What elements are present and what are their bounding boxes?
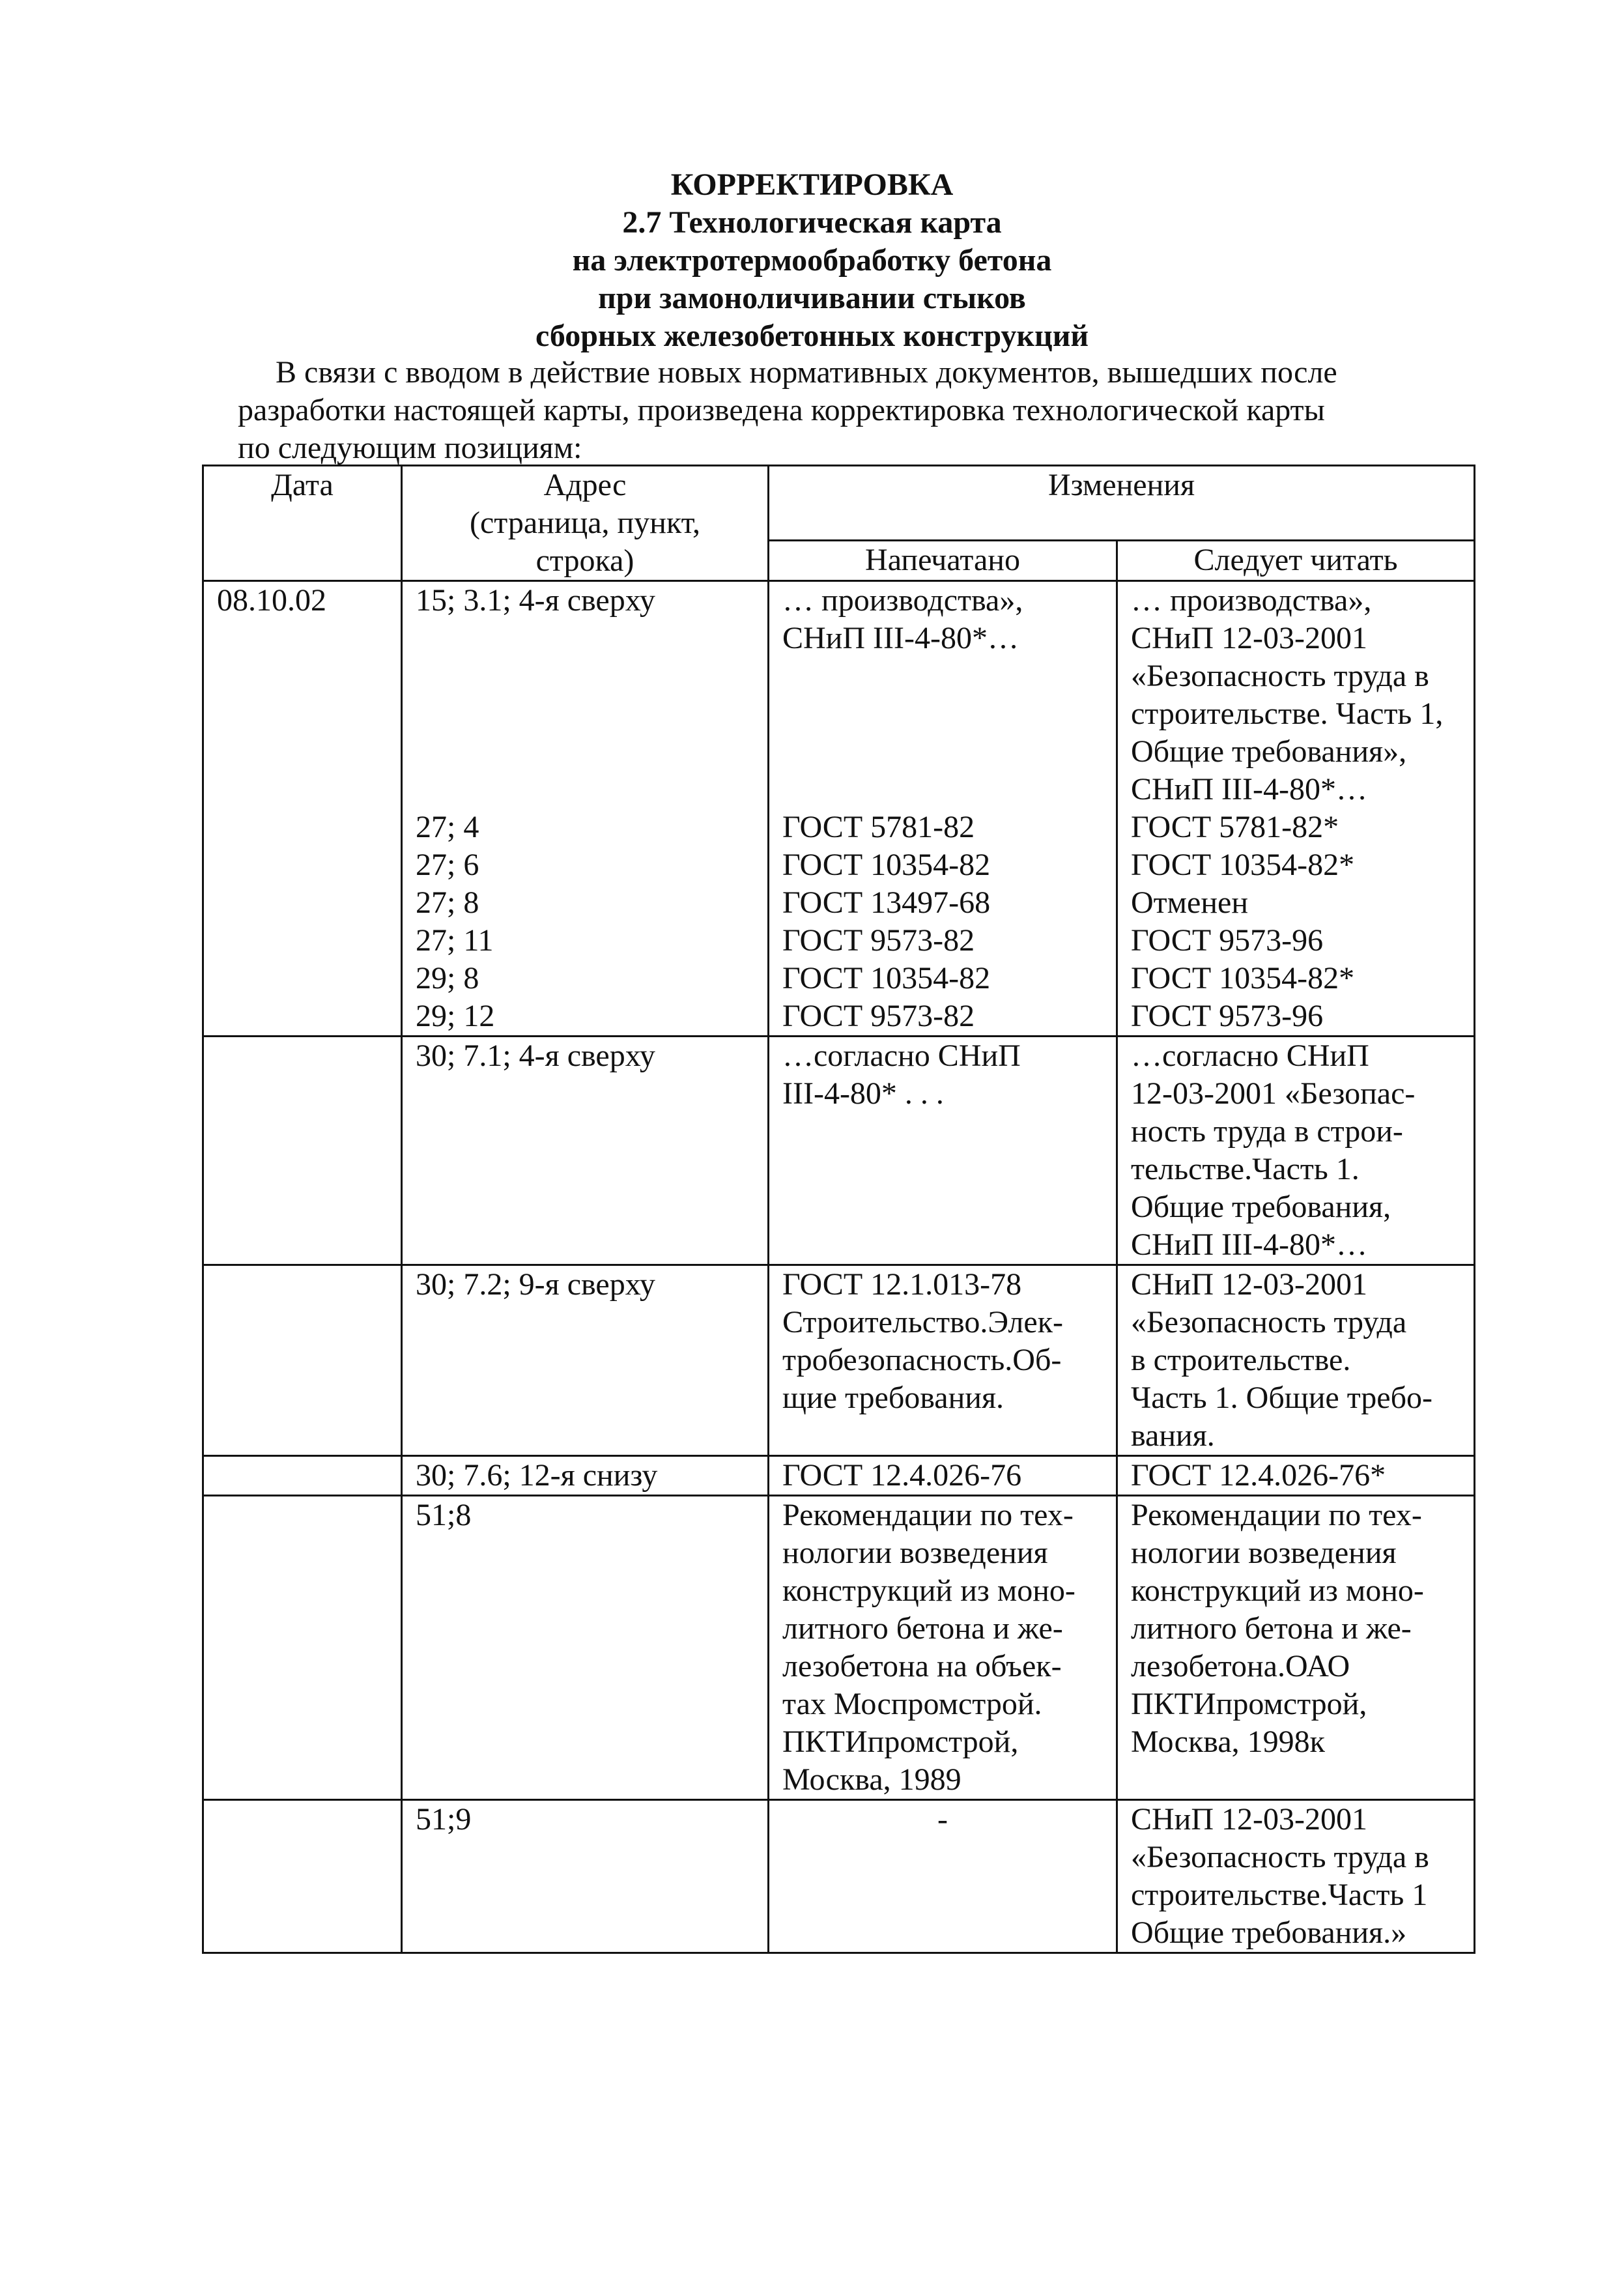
cell-line: конструкций из моно- <box>1131 1573 1424 1608</box>
cell-line: Общие требования.» <box>1131 1915 1407 1950</box>
cell-line: строительстве. Часть 1, <box>1131 696 1444 731</box>
cell-line: ГОСТ 10354-82* <box>1131 848 1355 882</box>
cell-line: лезобетона.ОАО <box>1131 1649 1350 1683</box>
cell-line: … производства», <box>1131 583 1372 618</box>
cell-line: «Безопасность труда в <box>1131 1840 1429 1874</box>
cell-address <box>402 1800 769 1953</box>
cell-line: III-4-80* . . . <box>782 1076 944 1111</box>
cell-line: Строительство.Элек- <box>782 1305 1063 1339</box>
subtitle-line: при замоноличивании стыков <box>598 281 1026 315</box>
cell-date: 08.10.02 <box>203 581 402 1037</box>
subtitle-line: на электротермообработку бетона <box>572 243 1052 278</box>
cell-address <box>402 581 769 1037</box>
cell-line: Отменен <box>1131 885 1248 920</box>
cell-should-read <box>1117 1456 1475 1496</box>
cell-line <box>416 771 754 809</box>
corrections-table <box>202 465 1475 1954</box>
table-row <box>203 1265 1475 1456</box>
cell-line: Общие требования», <box>1131 734 1407 769</box>
cell-line: СНиП 12-03-2001 <box>1131 1267 1367 1302</box>
cell-should-read <box>1117 1265 1475 1456</box>
cell-line: конструкций из моно- <box>782 1573 1076 1608</box>
cell-address <box>402 1456 769 1496</box>
cell-date <box>203 1800 402 1953</box>
table-header-row <box>203 466 1475 541</box>
column-header-address <box>402 466 769 581</box>
cell-line: в строительстве. <box>1131 1343 1351 1377</box>
cell-line: ГОСТ 5781-82 <box>782 810 975 844</box>
cell-printed <box>769 1456 1117 1496</box>
cell-line <box>416 657 754 695</box>
cell-line: СНиП 12-03-2001 <box>1131 621 1367 655</box>
cell-line: лезобетона на объек- <box>782 1649 1062 1683</box>
cell-should-read <box>1117 1496 1475 1800</box>
table-row <box>203 1800 1475 1953</box>
cell-line: ПКТИпромстрой, <box>1131 1687 1367 1721</box>
cell-line: ГОСТ 9573-82 <box>782 923 975 958</box>
table-row <box>203 1037 1475 1265</box>
cell-line: ГОСТ 9573-96 <box>1131 999 1324 1033</box>
cell-line: ГОСТ 10354-82 <box>782 848 991 882</box>
cell-line: «Безопасность труда <box>1131 1305 1407 1339</box>
intro-line: разработки настоящей карты, произведена корректировка технологической карты <box>238 393 1325 427</box>
column-header-date: Дата <box>203 466 402 581</box>
cell-line: Москва, 1998к <box>1131 1725 1325 1759</box>
cell-address <box>402 1265 769 1456</box>
cell-line: литного бетона и же- <box>782 1611 1063 1646</box>
column-header-should-read: Следует читать <box>1117 541 1475 581</box>
cell-line: ГОСТ 12.4.026-76* <box>1131 1458 1386 1493</box>
column-header-changes: Изменения <box>769 466 1475 541</box>
cell-printed <box>769 581 1117 1037</box>
cell-line: ПКТИпромстрой, <box>782 1725 1019 1759</box>
cell-line: Москва, 1989 <box>782 1762 962 1797</box>
cell-printed <box>769 1037 1117 1265</box>
cell-line: ГОСТ 9573-96 <box>1131 923 1324 958</box>
cell-line: …согласно СНиП <box>1131 1038 1369 1073</box>
cell-line: литного бетона и же- <box>1131 1611 1412 1646</box>
cell-line: ность труда в строи- <box>1131 1114 1403 1149</box>
cell-line: 27; 11 <box>416 923 494 958</box>
cell-line <box>782 733 1103 771</box>
cell-line: 27; 8 <box>416 885 479 920</box>
cell-line: 29; 8 <box>416 961 479 995</box>
cell-line: ГОСТ 12.4.026-76 <box>782 1458 1022 1493</box>
cell-line: 30; 7.6; 12-я снизу <box>416 1458 658 1493</box>
cell-line: нологии возведения <box>782 1536 1048 1570</box>
cell-printed <box>769 1265 1117 1456</box>
table-row <box>203 1496 1475 1800</box>
cell-line: тах Моспромстрой. <box>782 1687 1042 1721</box>
cell-line: СНиП III-4-80*… <box>1131 772 1367 807</box>
cell-address <box>402 1037 769 1265</box>
cell-date <box>203 1265 402 1456</box>
table-body <box>203 581 1475 1953</box>
cell-should-read <box>1117 1800 1475 1953</box>
intro-line: В связи с вводом в действие новых нормативных документов, вышедших после <box>276 355 1337 390</box>
cell-address <box>402 1496 769 1800</box>
cell-date <box>203 1496 402 1800</box>
cell-line: 27; 6 <box>416 848 479 882</box>
cell-line: Рекомендации по тех- <box>1131 1498 1422 1532</box>
cell-line: СНиП III-4-80*… <box>1131 1227 1367 1262</box>
subtitle-line: сборных железобетонных конструкций <box>535 319 1089 353</box>
header-line: (страница, пункт, <box>470 506 700 540</box>
cell-line: вания. <box>1131 1418 1215 1453</box>
header-line: строка) <box>535 543 634 578</box>
cell-line <box>782 771 1103 809</box>
cell-line: строительстве.Часть 1 <box>1131 1878 1428 1912</box>
cell-date <box>203 1037 402 1265</box>
column-header-printed: Напечатано <box>769 541 1117 581</box>
subtitle-line: 2.7 Технологическая карта <box>622 205 1002 240</box>
cell-line: 29; 12 <box>416 999 495 1033</box>
cell-line <box>416 620 754 657</box>
cell-line: 27; 4 <box>416 810 479 844</box>
cell-line: нологии возведения <box>1131 1536 1397 1570</box>
cell-line <box>782 695 1103 733</box>
intro-paragraph <box>238 354 1482 467</box>
cell-line: ГОСТ 5781-82* <box>1131 810 1339 844</box>
cell-date <box>203 1456 402 1496</box>
cell-line: СНиП 12-03-2001 <box>1131 1802 1367 1837</box>
cell-line <box>782 657 1103 695</box>
cell-line: СНиП III-4-80*… <box>782 621 1019 655</box>
cell-line: Общие требования, <box>1131 1190 1391 1224</box>
cell-line: 51;8 <box>416 1498 472 1532</box>
cell-line: ГОСТ 12.1.013-78 <box>782 1267 1022 1302</box>
cell-line: щие требования. <box>782 1381 1004 1415</box>
cell-line: Рекомендации по тех- <box>782 1498 1074 1532</box>
cell-should-read <box>1117 1037 1475 1265</box>
cell-line: «Безопасность труда в <box>1131 659 1429 693</box>
cell-printed <box>769 1496 1117 1800</box>
cell-printed <box>769 1800 1117 1953</box>
table-row <box>203 581 1475 1037</box>
cell-line: …согласно СНиП <box>782 1038 1021 1073</box>
cell-line: Часть 1. Общие требо- <box>1131 1381 1432 1415</box>
cell-line: … производства», <box>782 583 1023 618</box>
cell-line: ГОСТ 10354-82* <box>1131 961 1355 995</box>
cell-line: ГОСТ 13497-68 <box>782 885 991 920</box>
cell-line: 30; 7.2; 9-я сверху <box>416 1267 655 1302</box>
cell-line: 51;9 <box>416 1802 472 1837</box>
cell-line: - <box>937 1802 948 1837</box>
intro-line: по следующим позициям: <box>238 431 582 465</box>
cell-line: 15; 3.1; 4-я сверху <box>416 583 655 618</box>
cell-line: ГОСТ 9573-82 <box>782 999 975 1033</box>
cell-line: тробезопасность.Об- <box>782 1343 1062 1377</box>
cell-line <box>416 733 754 771</box>
cell-line: ГОСТ 10354-82 <box>782 961 991 995</box>
header-line: Адрес <box>543 468 627 502</box>
table-row <box>203 1456 1475 1496</box>
cell-line: 12-03-2001 «Безопас- <box>1131 1076 1416 1111</box>
cell-line: 30; 7.1; 4-я сверху <box>416 1038 655 1073</box>
cell-line <box>416 695 754 733</box>
cell-line: тельстве.Часть 1. <box>1131 1152 1360 1186</box>
document-title: КОРРЕКТИРОВКА <box>670 167 954 202</box>
cell-should-read <box>1117 581 1475 1037</box>
document-heading <box>0 166 1624 355</box>
